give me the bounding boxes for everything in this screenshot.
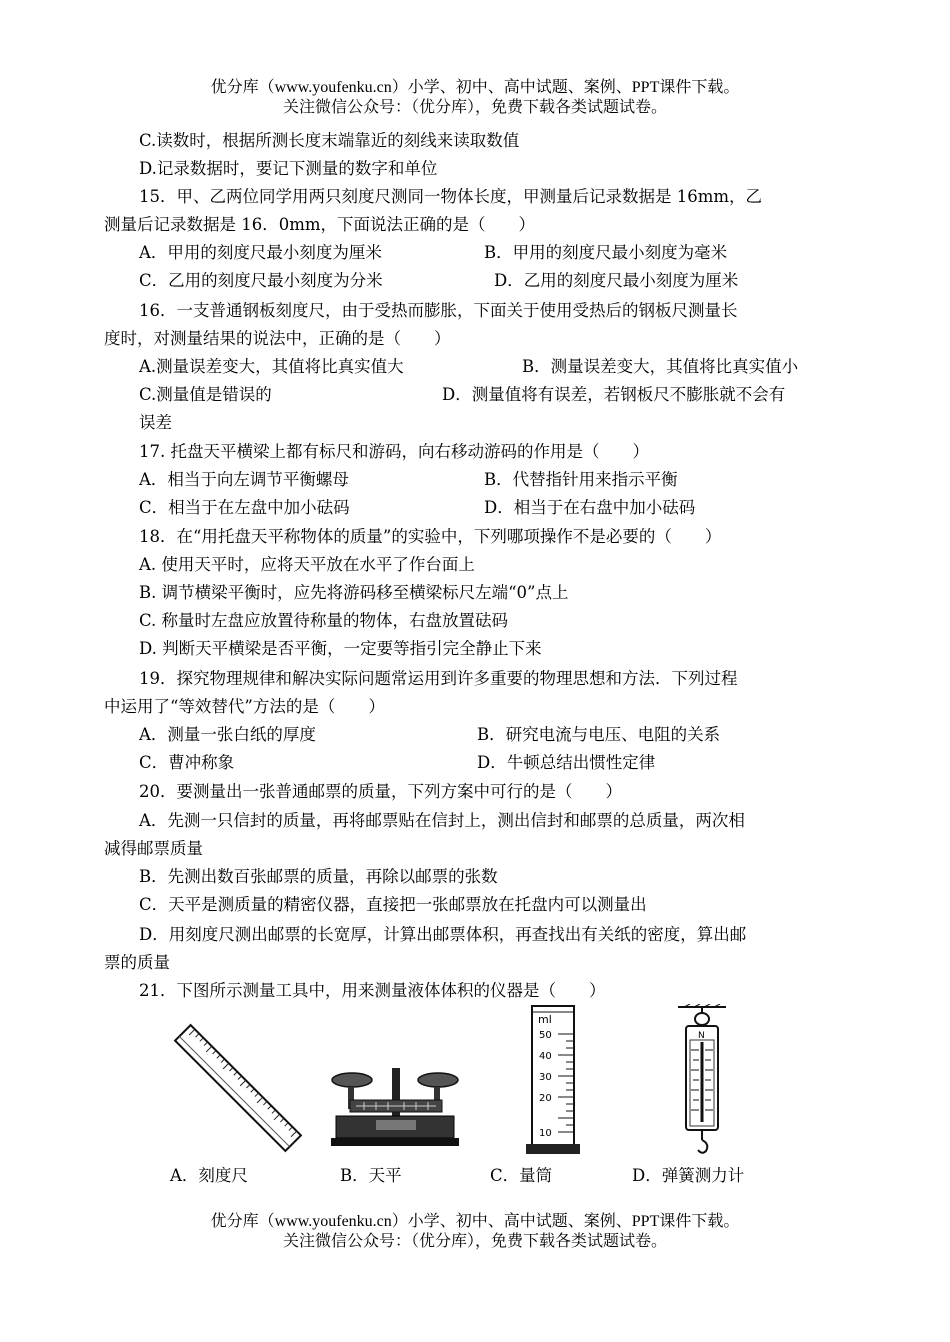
q17-option-d: D．相当于在右盘中加小砝码 (484, 498, 696, 517)
cylinder-tick-40: 40 (539, 1051, 552, 1062)
q17-option-c: C．相当于在左盘中加小砝码 (139, 498, 350, 517)
q18-option-c: C. 称量时左盘应放置待称量的物体，右盘放置砝码 (139, 611, 509, 630)
cylinder-tick-50: 50 (539, 1030, 552, 1041)
caption-measuring-cylinder: C．量筒 (490, 1166, 553, 1185)
q15-options-cd (139, 268, 839, 294)
footer-line-1: 优分库（www.youfenku.cn）小学、初中、高中试题、案例、PPT课件下载。 (210, 1213, 740, 1230)
q18-stem: 18．在“用托盘天平称物体的质量”的实验中，下列哪项操作不是必要的（ ） (139, 527, 722, 546)
q16-option-a: A.测量误差变大，其值将比真实值大 (139, 357, 404, 376)
cylinder-tick-20: 20 (539, 1093, 552, 1104)
q16-options-cd (139, 382, 849, 408)
q14-option-c: C.读数时，根据所测长度末端靠近的刻线来读取数值 (139, 131, 520, 150)
q16-option-c: C.测量值是错误的 (139, 385, 272, 404)
q20-option-b: B．先测出数百张邮票的质量，再除以邮票的张数 (139, 867, 498, 886)
cylinder-tick-30: 30 (539, 1072, 552, 1083)
q19-stem-line-2: 中运用了“等效替代”方法的是（ ） (104, 697, 385, 716)
q21-stem: 21．下图所示测量工具中，用来测量液体体积的仪器是（ ） (139, 981, 606, 1000)
q15-option-c: C．乙用的刻度尺最小刻度为分米 (139, 271, 383, 290)
q14-option-d: D.记录数据时，要记下测量的数字和单位 (139, 159, 438, 178)
q15-option-a: A．甲用的刻度尺最小刻度为厘米 (139, 243, 382, 262)
caption-ruler: A．刻度尺 (170, 1166, 248, 1185)
caption-balance: B．天平 (340, 1166, 402, 1185)
measuring-cylinder-figure (522, 1004, 582, 1156)
q15-options-ab (139, 240, 839, 266)
footer-line-2: 关注微信公众号：（优分库），免费下载各类试题试卷。 (282, 1233, 667, 1250)
q17-options-cd (139, 495, 839, 521)
q17-option-a: A．相当于向左调节平衡螺母 (139, 470, 349, 489)
q20-stem: 20．要测量出一张普通邮票的质量，下列方案中可行的是（ ） (139, 782, 622, 801)
q17-option-b: B．代替指针用来指示平衡 (484, 470, 678, 489)
q15-stem-line-1: 15．甲、乙两位同学用两只刻度尺测同一物体长度，甲测量后记录数据是 16mm，乙 (139, 187, 763, 206)
q20-option-c: C．天平是测质量的精密仪器，直接把一张邮票放在托盘内可以测量出 (139, 895, 647, 914)
q19-option-b: B．研究电流与电压、电阻的关系 (477, 725, 721, 744)
q20-option-a-cont: 减得邮票质量 (104, 839, 203, 858)
q15-option-b: B．甲用的刻度尺最小刻度为毫米 (484, 243, 728, 262)
cylinder-tick-10: 10 (539, 1128, 552, 1139)
q15-option-d: D．乙用的刻度尺最小刻度为厘米 (494, 271, 739, 290)
q18-option-d: D. 判断天平横梁是否平衡，一定要等指引完全静止下来 (139, 639, 542, 658)
q19-options-cd (139, 750, 839, 776)
q19-option-d: D．牛顿总结出惯性定律 (477, 753, 656, 772)
q15-stem-line-2: 测量后记录数据是 16．0mm，下面说法正确的是（ ） (104, 215, 536, 234)
cylinder-unit-label: ml (538, 1013, 552, 1026)
q16-option-d: D．测量值将有误差，若钢板尺不膨胀就不会有 (442, 385, 786, 404)
spring-scale-figure (672, 1004, 732, 1156)
q19-option-a: A．测量一张白纸的厚度 (139, 725, 316, 744)
balance-figure (330, 1058, 460, 1153)
q19-options-ab (139, 722, 839, 748)
q16-stem-line-1: 16．一支普通钢板刻度尺，由于受热而膨胀，下面关于使用受热后的钢板尺测量长 (139, 301, 738, 320)
q17-options-ab (139, 467, 839, 493)
q20-option-d-cont: 票的质量 (104, 953, 170, 972)
q19-stem-line-1: 19．探究物理规律和解决实际问题常运用到许多重要的物理思想和方法．下列过程 (139, 669, 738, 688)
q18-option-b: B. 调节横梁平衡时，应先将游码移至横梁标尺左端“0”点上 (139, 583, 569, 602)
q20-option-d: D．用刻度尺测出邮票的长宽厚，计算出邮票体积，再查找出有关纸的密度，算出邮 (139, 925, 747, 944)
header-line-2: 关注微信公众号：（优分库），免费下载各类试题试卷。 (282, 99, 667, 116)
q19-option-c: C．曹冲称象 (139, 753, 235, 772)
ruler-figure (168, 1018, 308, 1158)
q16-option-d-cont: 误差 (139, 413, 172, 432)
q18-option-a: A. 使用天平时，应将天平放在水平了作台面上 (139, 555, 475, 574)
q16-option-b: B．测量误差变大，其值将比真实值小 (522, 357, 799, 376)
q17-stem: 17. 托盘天平横梁上都有标尺和游码，向右移动游码的作用是（ ） (139, 442, 649, 461)
q20-option-a: A．先测一只信封的质量，再将邮票贴在信封上，测出信封和邮票的总质量，两次相 (139, 811, 745, 830)
q16-options-ab (139, 354, 849, 380)
q16-stem-line-2: 度时，对测量结果的说法中，正确的是（ ） (104, 329, 451, 348)
scale-unit-label: N (698, 1031, 705, 1041)
caption-spring-scale: D．弹簧测力计 (632, 1166, 745, 1185)
header-line-1: 优分库（www.youfenku.cn）小学、初中、高中试题、案例、PPT课件下载。 (210, 79, 740, 96)
